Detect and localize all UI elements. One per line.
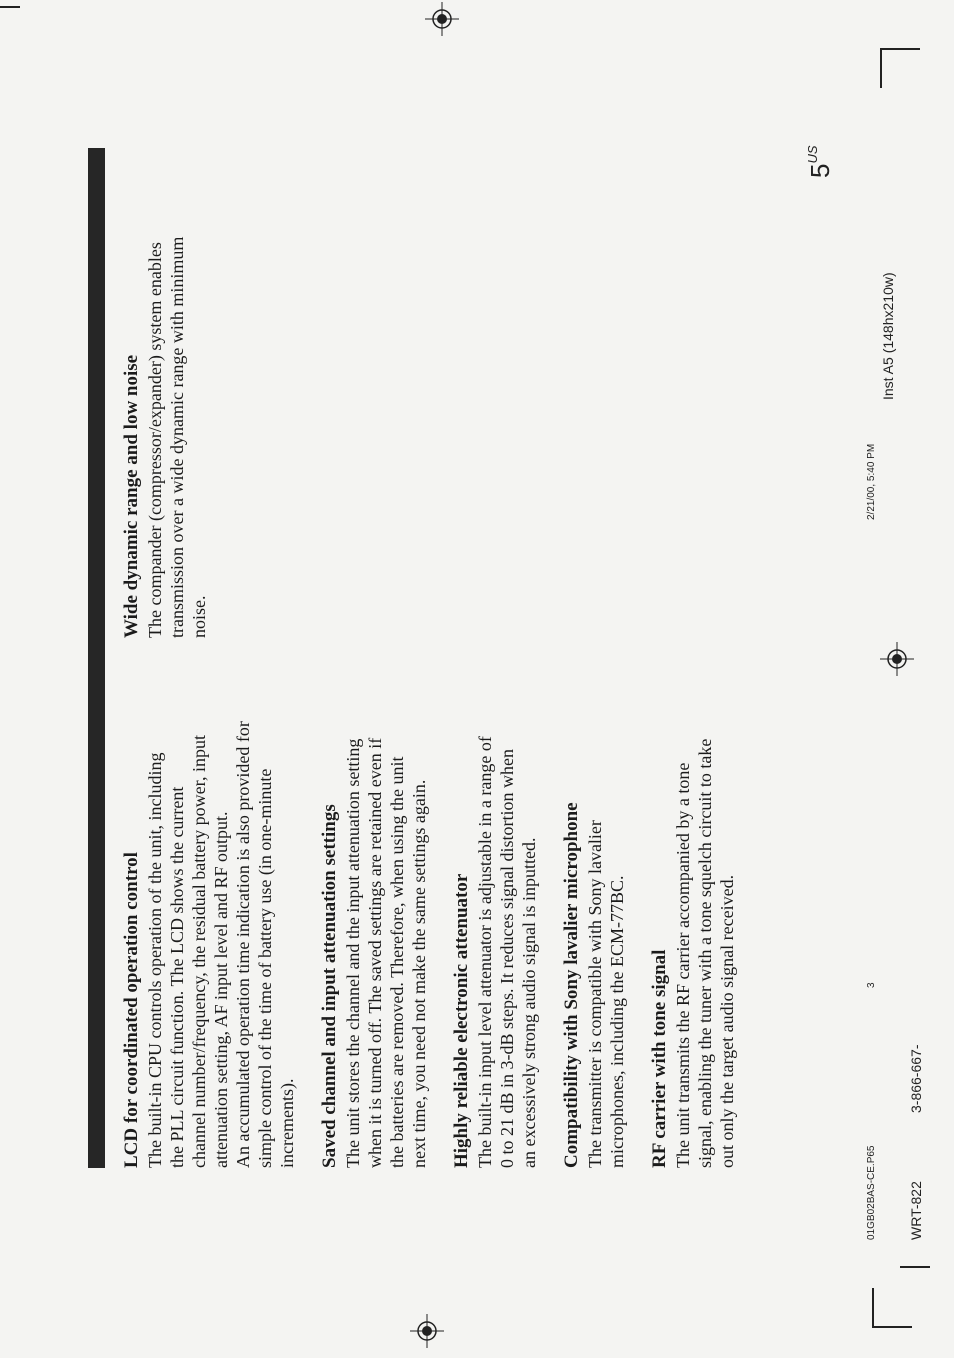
body-line: 0 to 21 dB in 3-dB steps. It reduces signal distortion when bbox=[497, 749, 517, 1168]
page-number-suffix: US bbox=[805, 145, 820, 164]
footer-part-number: 3-866-667- bbox=[908, 1044, 924, 1113]
crop-mark bbox=[872, 1288, 874, 1328]
body-line: increments). bbox=[277, 1078, 297, 1168]
body-line: The unit stores the channel and the input attenuation setting bbox=[343, 738, 363, 1168]
section-heading: RF carrier with tone signal bbox=[649, 949, 670, 1168]
body-line: transmission over a wide dynamic range with minimum bbox=[167, 236, 187, 638]
right-column bbox=[120, 168, 230, 638]
body-line: microphones, including the ECM-77BC. bbox=[607, 875, 627, 1168]
body-line: simple control of the time of battery use (in one-minute bbox=[255, 768, 275, 1168]
footer-date: 2/21/00, 5:40 PM bbox=[866, 443, 877, 520]
body-line: channel number/frequency, the residual battery power, input bbox=[189, 735, 209, 1168]
feature-section bbox=[560, 658, 628, 1168]
body-line: signal, enabling the tuner with a tone squelch circuit to take bbox=[695, 738, 715, 1168]
section-body bbox=[144, 168, 210, 638]
body-line: The unit transmits the RF carrier accompanied by a tone bbox=[673, 762, 693, 1168]
section-heading: LCD for coordinated operation control bbox=[121, 852, 142, 1168]
crop-mark bbox=[872, 1326, 912, 1328]
crop-mark bbox=[0, 6, 20, 8]
header-rule bbox=[88, 148, 105, 1168]
section-body bbox=[342, 658, 430, 1168]
section-heading: Saved channel and input attenuation settings bbox=[319, 804, 340, 1168]
body-line: an excessively strong audio signal is inputted. bbox=[519, 837, 539, 1168]
section-body bbox=[584, 658, 628, 1168]
crop-mark bbox=[880, 48, 920, 50]
feature-section bbox=[120, 658, 298, 1168]
body-line: next time, you need not make the same settings again. bbox=[409, 779, 429, 1168]
footer-model: WRT-822 bbox=[908, 1181, 924, 1240]
feature-section bbox=[648, 658, 738, 1168]
body-line: when it is turned off. The saved settings are retained even if bbox=[365, 737, 385, 1168]
body-line: The built-in CPU controls operation of the unit, including bbox=[145, 752, 165, 1168]
body-line: The transmitter is compatible with Sony lavalier bbox=[585, 820, 605, 1168]
registration-mark-icon bbox=[880, 642, 914, 676]
section-body bbox=[672, 658, 738, 1168]
body-line: out only the target audio signal received. bbox=[717, 874, 737, 1168]
section-body bbox=[474, 658, 540, 1168]
body-line: the PLL circuit function. The LCD shows the current bbox=[167, 786, 187, 1168]
crop-mark bbox=[900, 1266, 930, 1268]
feature-section bbox=[318, 658, 430, 1168]
registration-mark-icon bbox=[410, 1314, 444, 1348]
body-line: attenuation setting, AF input level and RF output. bbox=[211, 811, 231, 1168]
left-column bbox=[120, 658, 758, 1168]
section-heading: Highly reliable electronic attenuator bbox=[451, 873, 472, 1168]
body-line: the batteries are removed. Therefore, when using the unit bbox=[387, 756, 407, 1168]
section-body bbox=[144, 658, 298, 1168]
body-line: The built-in input level attenuator is adjustable in a range of bbox=[475, 736, 495, 1168]
footer-sheet: 3 bbox=[866, 982, 877, 988]
page-number bbox=[805, 145, 836, 178]
body-line: An accumulated operation time indication is also provided for bbox=[233, 721, 253, 1168]
footer-file: 01GB02BAS-CE.P65 bbox=[866, 1145, 877, 1240]
registration-mark-icon bbox=[425, 2, 459, 36]
feature-section bbox=[120, 168, 210, 638]
body-line: The compander (compressor/expander) system enables bbox=[145, 242, 165, 638]
crop-mark bbox=[880, 48, 882, 88]
body-line: noise. bbox=[189, 595, 209, 638]
page-number-value: 5 bbox=[805, 163, 835, 178]
feature-section bbox=[450, 658, 540, 1168]
footer-format: Inst A5 (148hx210w) bbox=[880, 272, 896, 400]
section-heading: Wide dynamic range and low noise bbox=[121, 354, 142, 638]
section-heading: Compatibility with Sony lavalier microphone bbox=[561, 802, 582, 1168]
